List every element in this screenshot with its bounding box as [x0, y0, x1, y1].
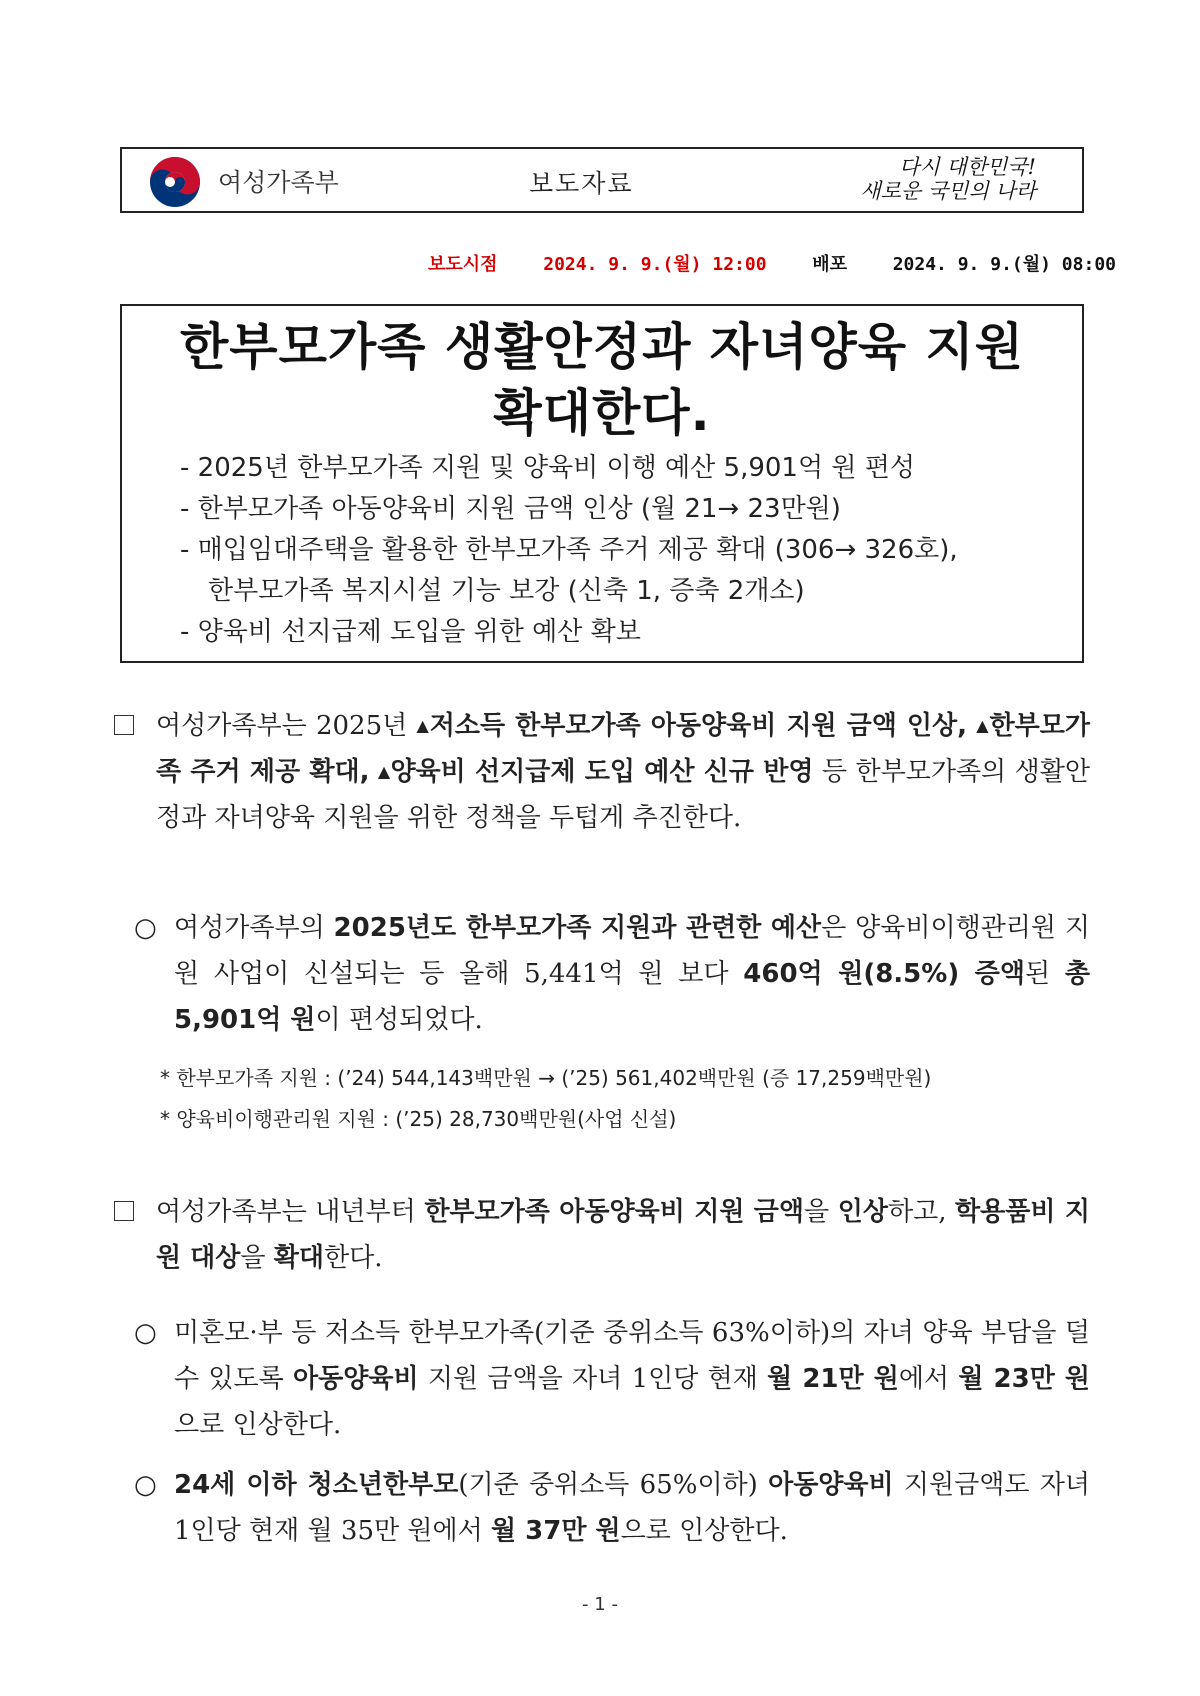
summary-item: - 한부모가족 아동양육비 지원 금액 인상 (월 21→ 23만원): [180, 494, 841, 524]
sub-item-youth-parent-text: 24세 이하 청소년한부모(기준 중위소득 65%이하) 아동양육비 지원금액도 자녀 1인당 현재 월 35만 원에서 월 37만 원으로 인상한다.: [174, 1470, 1090, 1546]
distribution-value: 2024. 9. 9.(월) 08:00: [892, 254, 1116, 275]
square-bullet-icon: [114, 715, 134, 735]
slogan-line-2: 새로운 국민의 나라: [860, 179, 1036, 203]
sub-item-child-support: [134, 1310, 1090, 1448]
title-line-2: 확대한다.: [493, 384, 711, 442]
section-1: [114, 703, 1090, 841]
circle-bullet-icon: ○: [134, 1318, 157, 1348]
sub-item-youth-parent: [134, 1462, 1090, 1554]
summary-item: - 양육비 선지급제 도입을 위한 예산 확보: [180, 617, 641, 647]
note-2: * 양육비이행관리원 지원 : (’25) 28,730백만원(사업 신설): [160, 1107, 677, 1131]
note-1: * 한부모가족 지원 : (’24) 544,143백만원 → (’25) 561,402백만원 (증 17,259백만원): [160, 1066, 932, 1090]
slogan-line-1: 다시 대한민국!: [899, 155, 1036, 179]
release-info: [428, 250, 1116, 276]
sub-item-budget-text: 여성가족부의 2025년도 한부모가족 지원과 관련한 예산은 양육비이행관리원 지원 사업이 신설되는 등 올해 5,441억 원 보다 460억 원(8.5%) 증액된 총 5,901억 원이 편성되었다.: [174, 913, 1091, 1035]
title-line-1: 한부모가족 생활안정과 자녀양육 지원: [179, 318, 1025, 376]
summary-item-continuation: 한부모가족 복지시설 기능 보강 (신축 1, 증축 2개소): [208, 576, 805, 606]
summary-item: - 2025년 한부모가족 지원 및 양육비 이행 예산 5,901억 원 편성: [180, 453, 915, 483]
summary-item: - 매입임대주택을 활용한 한부모가족 주거 제공 확대 (306→ 326호),: [180, 535, 958, 565]
sub-item-budget: [134, 905, 1090, 1043]
government-logo-icon: [148, 155, 202, 209]
slogan: [836, 155, 1036, 203]
section-2-text: 여성가족부는 내년부터 한부모가족 아동양육비 지원 금액을 인상하고, 학용품비 지원 대상을 확대한다.: [156, 1197, 1090, 1273]
summary-list: [180, 448, 958, 653]
embargo-label: 보도시점: [428, 254, 498, 275]
circle-bullet-icon: ○: [134, 913, 157, 943]
distribution-label: 배포: [812, 254, 848, 275]
page-number: - 1 -: [582, 1594, 618, 1615]
title-box: [120, 304, 1084, 663]
triangle-bullet-icon: ▲: [976, 716, 990, 735]
circle-bullet-icon: ○: [134, 1470, 157, 1500]
ministry-name: 여성가족부: [218, 168, 339, 197]
triangle-bullet-icon: ▲: [377, 762, 391, 781]
document-type: 보도자료: [529, 169, 634, 198]
sub-item-child-support-text: 미혼모·부 등 저소득 한부모가족(기준 중위소득 63%이하)의 자녀 양육 부담을 덜 수 있도록 아동양육비 지원 금액을 자녀 1인당 현재 월 21만 원에서 월 23만 원으로 인상한다.: [174, 1318, 1090, 1440]
section-2: [114, 1189, 1090, 1281]
embargo-value: 2024. 9. 9.(월) 12:00: [543, 254, 767, 275]
header-box: [120, 147, 1084, 213]
triangle-bullet-icon: ▲: [416, 716, 430, 735]
square-bullet-icon: [114, 1201, 134, 1221]
section-1-text: 여성가족부는 2025년 ▲저소득 한부모가족 아동양육비 지원 금액 인상, ▲한부모가족 주거 제공 확대, ▲양육비 선지급제 도입 예산 신규 반영 등 한부모가족의 생활안정과 자녀양육 지원을 위한 정책을 두텁게 추진한다.: [156, 711, 1091, 833]
page-title: [122, 314, 1082, 446]
